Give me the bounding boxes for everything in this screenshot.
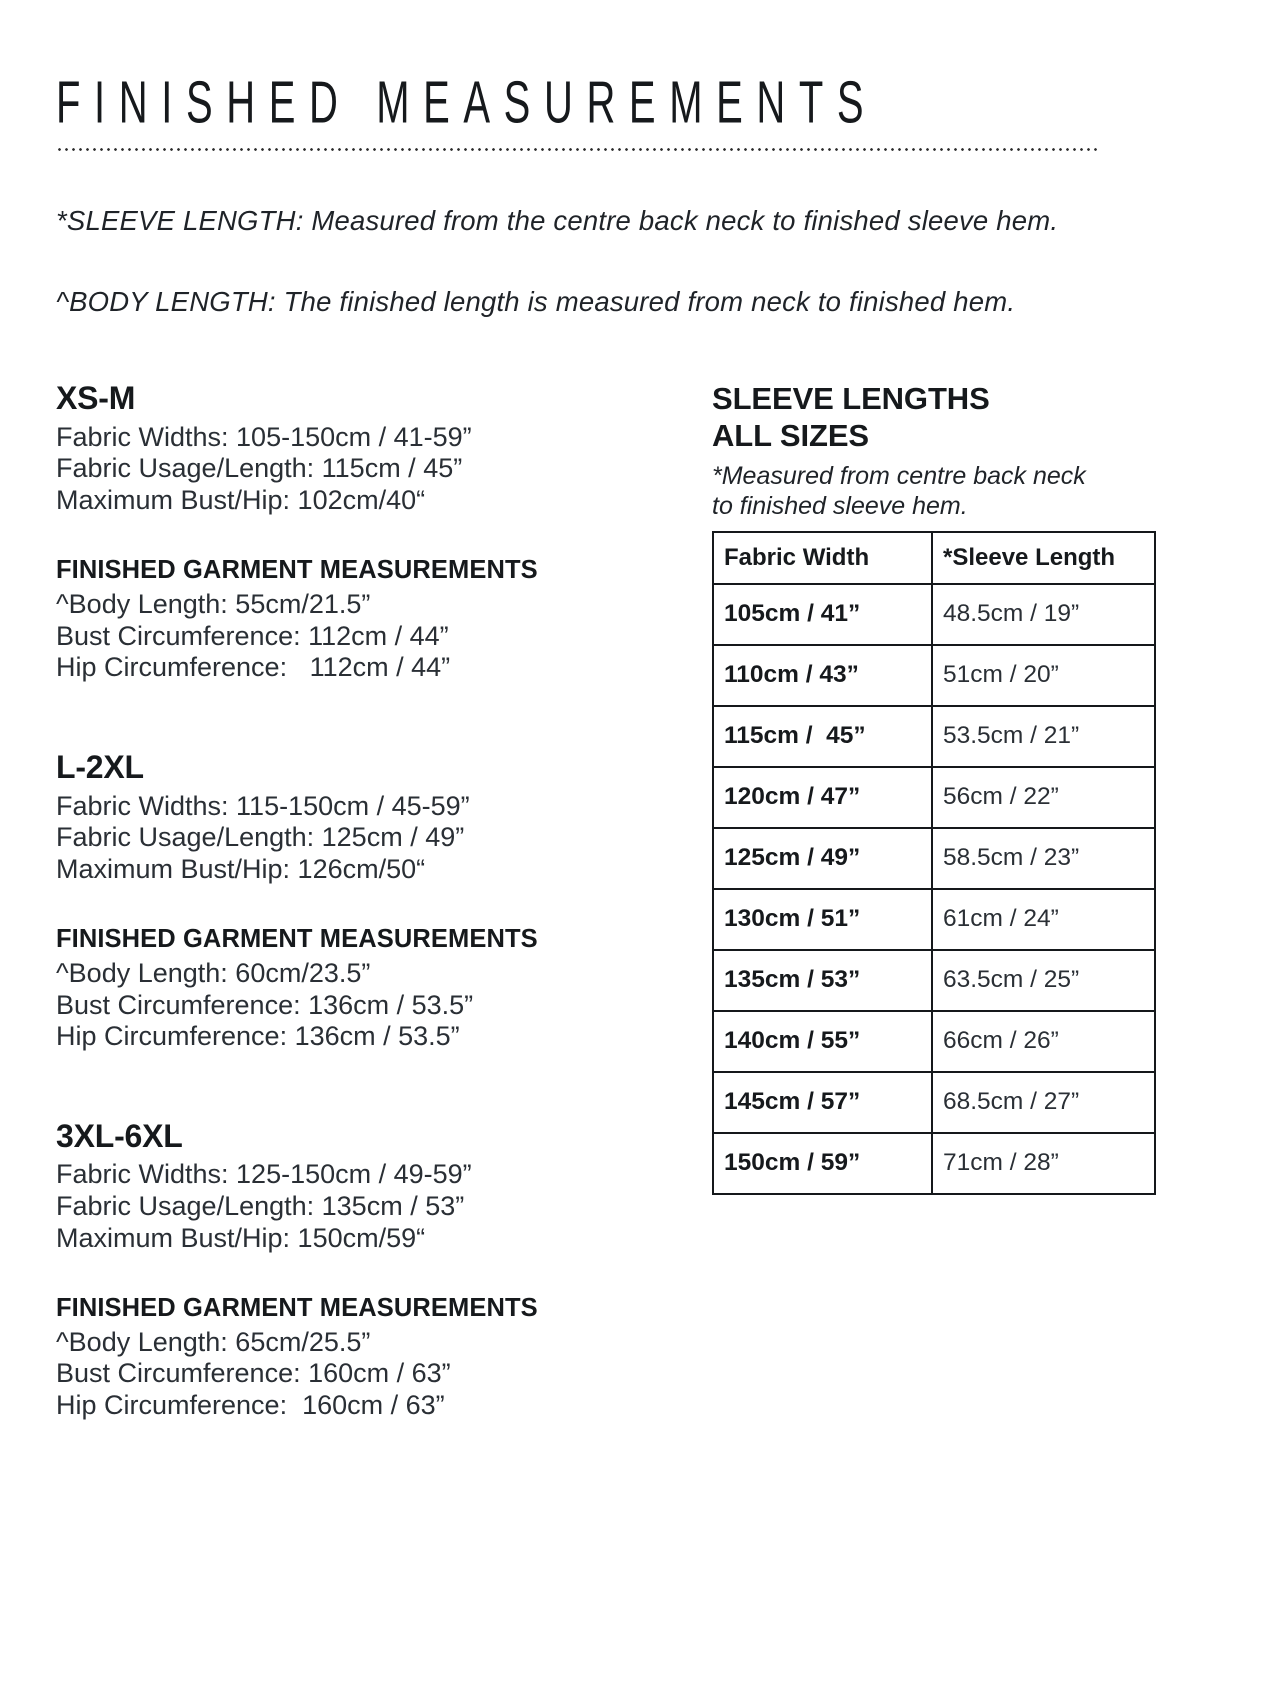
cell-fabric-width: 110cm / 43” xyxy=(713,645,932,706)
spec-maximum-bust-hip: Maximum Bust/Hip: 150cm/59“ xyxy=(56,1223,426,1254)
cell-sleeve-length: 48.5cm / 19” xyxy=(932,584,1155,645)
cell-sleeve-length: 63.5cm / 25” xyxy=(932,950,1155,1011)
sleeve-lengths-title-line1: SLEEVE LENGTHS xyxy=(712,381,990,417)
finished-garment-heading: FINISHED GARMENT MEASUREMENTS xyxy=(56,1294,538,1323)
cell-fabric-width: 130cm / 51” xyxy=(713,889,932,950)
cell-fabric-width: 105cm / 41” xyxy=(713,584,932,645)
sleeve-lengths-column xyxy=(696,381,1206,1194)
size-block-title: L-2XL xyxy=(56,749,144,786)
cell-fabric-width: 125cm / 49” xyxy=(713,828,932,889)
cell-fabric-width: 150cm / 59” xyxy=(713,1133,932,1194)
cell-sleeve-length: 61cm / 24” xyxy=(932,889,1155,950)
sleeve-lengths-subtitle: *Measured from centre back neck to finished sleeve hem. xyxy=(712,461,1086,520)
fgm-hip-circumference: Hip Circumference: 160cm / 63” xyxy=(56,1390,445,1421)
cell-sleeve-length: 56cm / 22” xyxy=(932,767,1155,828)
fgm-body-length: ^Body Length: 55cm/21.5” xyxy=(56,588,371,619)
fgm-body-length: ^Body Length: 60cm/23.5” xyxy=(56,957,371,988)
fgm-hip-circumference: Hip Circumference: 112cm / 44” xyxy=(56,652,451,683)
table-row xyxy=(713,767,1155,828)
content-columns xyxy=(56,381,1206,1422)
fgm-body-length: ^Body Length: 65cm/25.5” xyxy=(56,1326,371,1357)
title-divider xyxy=(56,148,1100,151)
cell-sleeve-length: 66cm / 26” xyxy=(932,1011,1155,1072)
cell-sleeve-length: 51cm / 20” xyxy=(932,645,1155,706)
table-row xyxy=(713,1011,1155,1072)
finished-garment-heading: FINISHED GARMENT MEASUREMENTS xyxy=(56,556,538,585)
spec-fabric-usage: Fabric Usage/Length: 125cm / 49” xyxy=(56,822,465,853)
table-row xyxy=(713,889,1155,950)
cell-fabric-width: 120cm / 47” xyxy=(713,767,932,828)
fgm-hip-circumference: Hip Circumference: 136cm / 53.5” xyxy=(56,1021,460,1052)
table-header-row xyxy=(713,532,1155,584)
size-blocks-column xyxy=(56,381,696,1422)
cell-sleeve-length: 58.5cm / 23” xyxy=(932,828,1155,889)
cell-fabric-width: 135cm / 53” xyxy=(713,950,932,1011)
cell-sleeve-length: 68.5cm / 27” xyxy=(932,1072,1155,1133)
table-row xyxy=(713,706,1155,767)
cell-sleeve-length: 71cm / 28” xyxy=(932,1133,1155,1194)
table-row xyxy=(713,645,1155,706)
spec-fabric-widths: Fabric Widths: 125-150cm / 49-59” xyxy=(56,1159,472,1190)
header-fabric-width: Fabric Width xyxy=(713,532,932,584)
cell-fabric-width: 115cm / 45” xyxy=(713,706,932,767)
cell-fabric-width: 145cm / 57” xyxy=(713,1072,932,1133)
size-block-xs-m xyxy=(56,381,696,684)
note-sleeve-length: *SLEEVE LENGTH: Measured from the centre back neck to finished sleeve hem. xyxy=(56,205,1059,236)
table-row xyxy=(713,1133,1155,1194)
table-row xyxy=(713,950,1155,1011)
table-row xyxy=(713,1072,1155,1133)
size-block-title: XS-M xyxy=(56,380,136,417)
sleeve-lengths-table xyxy=(712,531,1156,1195)
spec-maximum-bust-hip: Maximum Bust/Hip: 102cm/40“ xyxy=(56,485,426,516)
note-body-length: ^BODY LENGTH: The finished length is measured from neck to finished hem. xyxy=(56,286,1016,318)
page-title: FINISHED MEASUREMENTS xyxy=(56,69,878,136)
fgm-bust-circumference: Bust Circumference: 112cm / 44” xyxy=(56,620,449,651)
header-sleeve-length: *Sleeve Length xyxy=(932,532,1155,584)
spec-maximum-bust-hip: Maximum Bust/Hip: 126cm/50“ xyxy=(56,854,426,885)
size-block-title: 3XL-6XL xyxy=(56,1118,183,1155)
spec-fabric-widths: Fabric Widths: 105-150cm / 41-59” xyxy=(56,421,472,452)
spec-fabric-widths: Fabric Widths: 115-150cm / 45-59” xyxy=(56,790,470,821)
sleeve-lengths-title-line2: ALL SIZES xyxy=(712,417,869,453)
spec-fabric-usage: Fabric Usage/Length: 115cm / 45” xyxy=(56,453,463,484)
fgm-bust-circumference: Bust Circumference: 160cm / 63” xyxy=(56,1358,451,1389)
intro-notes xyxy=(56,203,1206,319)
spec-fabric-usage: Fabric Usage/Length: 135cm / 53” xyxy=(56,1191,465,1222)
table-row xyxy=(713,828,1155,889)
cell-sleeve-length: 53.5cm / 21” xyxy=(932,706,1155,767)
size-block-3xl-6xl xyxy=(56,1119,696,1422)
table-row xyxy=(713,584,1155,645)
finished-garment-heading: FINISHED GARMENT MEASUREMENTS xyxy=(56,925,538,954)
fgm-bust-circumference: Bust Circumference: 136cm / 53.5” xyxy=(56,989,474,1020)
size-block-l-2xl xyxy=(56,750,696,1053)
cell-fabric-width: 140cm / 55” xyxy=(713,1011,932,1072)
